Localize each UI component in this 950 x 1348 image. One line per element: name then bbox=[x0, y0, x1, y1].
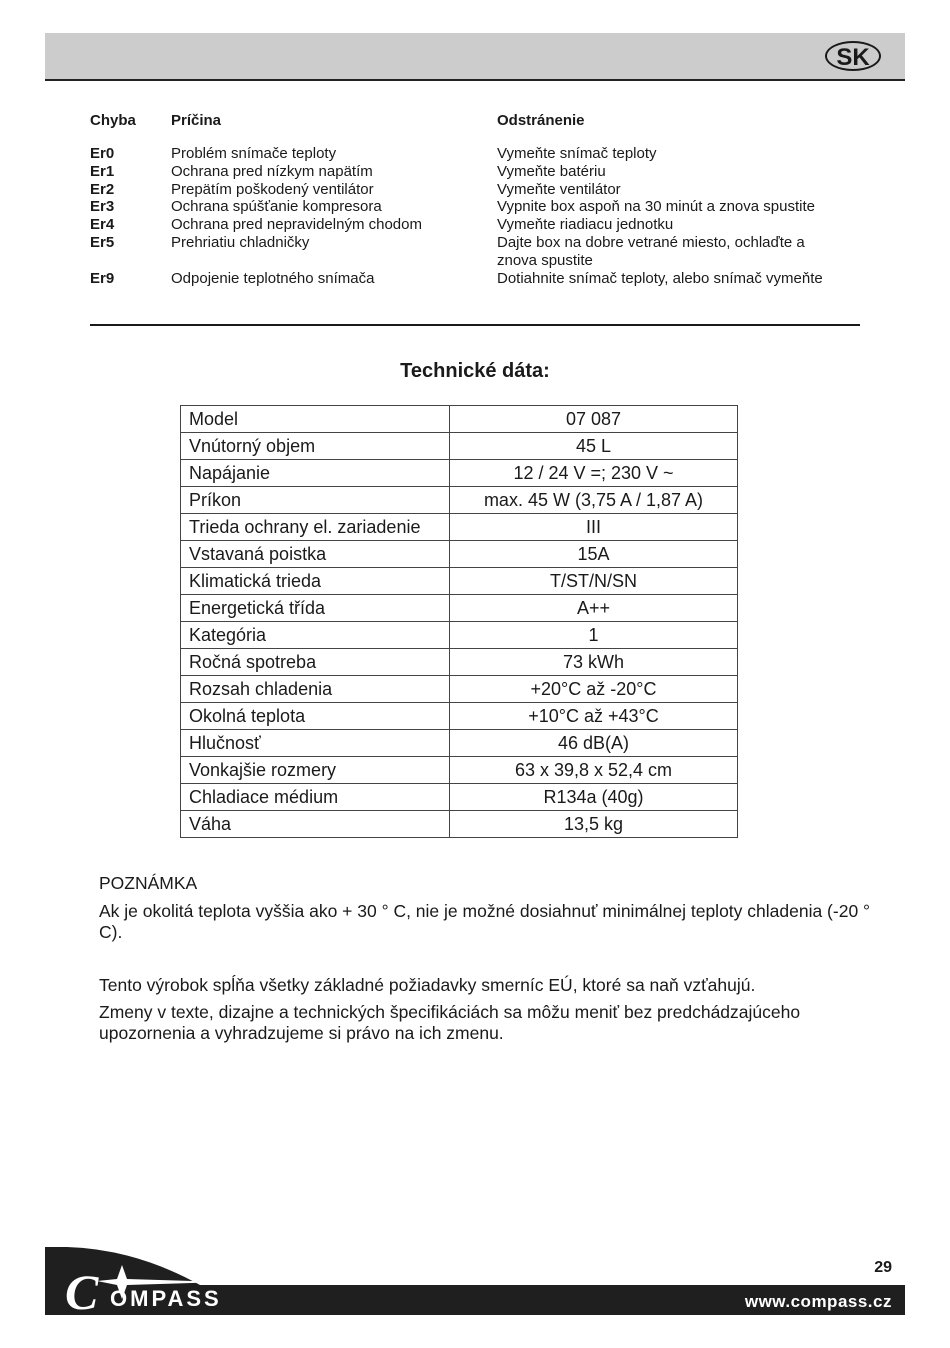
page-number: 29 bbox=[874, 1259, 892, 1276]
error-row bbox=[90, 216, 860, 234]
spec-key: Energetická třída bbox=[181, 595, 450, 622]
spec-value: T/ST/N/SN bbox=[450, 568, 738, 595]
error-fix: znova spustite bbox=[497, 251, 593, 269]
spec-value: 1 bbox=[450, 622, 738, 649]
error-row bbox=[90, 270, 860, 288]
spec-table bbox=[180, 405, 738, 838]
spec-key: Príkon bbox=[181, 487, 450, 514]
spec-key: Model bbox=[181, 406, 450, 433]
divider bbox=[90, 324, 860, 326]
spec-value: 13,5 kg bbox=[450, 811, 738, 838]
error-code: Er3 bbox=[90, 198, 115, 216]
error-row bbox=[90, 234, 860, 252]
error-cause: Problém snímače teploty bbox=[171, 145, 337, 162]
spec-row bbox=[181, 676, 738, 703]
spec-value: III bbox=[450, 514, 738, 541]
error-fix: Vypnite box aspoň na 30 minút a znova spustite bbox=[497, 198, 815, 216]
spec-row bbox=[181, 784, 738, 811]
spec-key: Vstavaná poistka bbox=[181, 541, 450, 568]
spec-key: Rozsah chladenia bbox=[181, 676, 450, 703]
spec-row bbox=[181, 514, 738, 541]
error-row bbox=[90, 252, 860, 270]
spec-value: A++ bbox=[450, 595, 738, 622]
spec-key: Napájanie bbox=[181, 460, 450, 487]
error-code: Er2 bbox=[90, 180, 115, 198]
spec-value: +20°C až -20°C bbox=[450, 676, 738, 703]
spec-value: 63 x 39,8 x 52,4 cm bbox=[450, 757, 738, 784]
spec-value: 45 L bbox=[450, 433, 738, 460]
error-cause: Ochrana spúšťanie kompresora bbox=[171, 198, 382, 216]
spec-key: Klimatická trieda bbox=[181, 568, 450, 595]
spec-row bbox=[181, 757, 738, 784]
error-cause: Ochrana pred nízkym napätím bbox=[171, 162, 373, 180]
spec-row bbox=[181, 487, 738, 514]
spec-row bbox=[181, 811, 738, 838]
spec-row bbox=[181, 595, 738, 622]
error-cause: Prehriatiu chladničky bbox=[171, 233, 310, 251]
error-fix: Vymeňte riadiacu jednotku bbox=[497, 216, 674, 234]
error-row bbox=[90, 181, 860, 199]
error-cause: Odpojenie teplotného snímača bbox=[171, 269, 375, 287]
logo-initial: C bbox=[65, 1264, 99, 1317]
note-label: POZNÁMKA bbox=[99, 873, 198, 893]
spec-row bbox=[181, 568, 738, 595]
error-fix: Dajte box na dobre vetrané miesto, ochlaďte a bbox=[497, 233, 805, 251]
error-cause: Ochrana pred nepravidelným chodom bbox=[171, 216, 422, 234]
error-table bbox=[90, 110, 860, 287]
error-fix: Vymeňte snímač teploty bbox=[497, 145, 657, 162]
spec-key: Ročná spotreba bbox=[181, 649, 450, 676]
error-fix: Vymeňte ventilátor bbox=[497, 180, 621, 198]
spec-value: 15A bbox=[450, 541, 738, 568]
spec-row bbox=[181, 730, 738, 757]
error-code: Er5 bbox=[90, 233, 115, 251]
error-table-header bbox=[90, 110, 860, 132]
spec-row bbox=[181, 433, 738, 460]
spec-key: Chladiace médium bbox=[181, 784, 450, 811]
spec-value: R134a (40g) bbox=[450, 784, 738, 811]
spec-row bbox=[181, 622, 738, 649]
error-row bbox=[90, 163, 860, 181]
tech-title: Technické dáta: bbox=[400, 360, 550, 382]
error-row bbox=[90, 145, 860, 163]
compliance-text: Tento výrobok spĺňa všetky základné požiadavky smerníc EÚ, ktoré sa naň vzťahujú. bbox=[99, 975, 756, 995]
spec-row bbox=[181, 460, 738, 487]
disclaimer-text: Zmeny v texte, dizajne a technických špecifikáciách sa môžu meniť bez predchádzajúceho upozornenia a vyhradzujeme si právo na ich zmenu. bbox=[99, 1002, 801, 1043]
error-cause: Prepätím poškodený ventilátor bbox=[171, 180, 374, 198]
spec-key: Vnútorný objem bbox=[181, 433, 450, 460]
spec-row bbox=[181, 541, 738, 568]
spec-key: Trieda ochrany el. zariadenie bbox=[181, 514, 450, 541]
spec-row bbox=[181, 406, 738, 433]
language-badge: SK bbox=[825, 41, 881, 71]
error-row bbox=[90, 198, 860, 216]
spec-key: Okolná teplota bbox=[181, 703, 450, 730]
logo-text: OMPASS bbox=[110, 1286, 222, 1311]
spec-key: Vonkajšie rozmery bbox=[181, 757, 450, 784]
spec-key: Kategória bbox=[181, 622, 450, 649]
error-code: Er0 bbox=[90, 145, 115, 162]
spec-row bbox=[181, 703, 738, 730]
spec-key: Váha bbox=[181, 811, 450, 838]
spec-row bbox=[181, 649, 738, 676]
website-url[interactable]: www.compass.cz bbox=[744, 1292, 892, 1311]
header-code: Chyba bbox=[90, 112, 136, 129]
header-cause: Príčina bbox=[171, 112, 222, 129]
error-code: Er4 bbox=[90, 216, 115, 234]
spec-value: 73 kWh bbox=[450, 649, 738, 676]
spec-key: Hlučnosť bbox=[181, 730, 450, 757]
spec-value: 07 087 bbox=[450, 406, 738, 433]
spec-value: 12 / 24 V =; 230 V ~ bbox=[450, 460, 738, 487]
note-text: Ak je okolitá teplota vyššia ako + 30 ° C, nie je možné dosiahnuť minimálnej teploty chladenia (-20 ° C). bbox=[99, 901, 871, 942]
spec-value: max. 45 W (3,75 A / 1,87 A) bbox=[450, 487, 738, 514]
error-code: Er9 bbox=[90, 269, 115, 287]
spec-value: +10°C až +43°C bbox=[450, 703, 738, 730]
error-code: Er1 bbox=[90, 162, 115, 180]
spec-value: 46 dB(A) bbox=[450, 730, 738, 757]
header-bar bbox=[45, 33, 905, 81]
header-fix: Odstránenie bbox=[497, 112, 585, 129]
error-fix: Vymeňte batériu bbox=[497, 162, 606, 180]
error-fix: Dotiahnite snímač teploty, alebo snímač vymeňte bbox=[497, 269, 823, 287]
